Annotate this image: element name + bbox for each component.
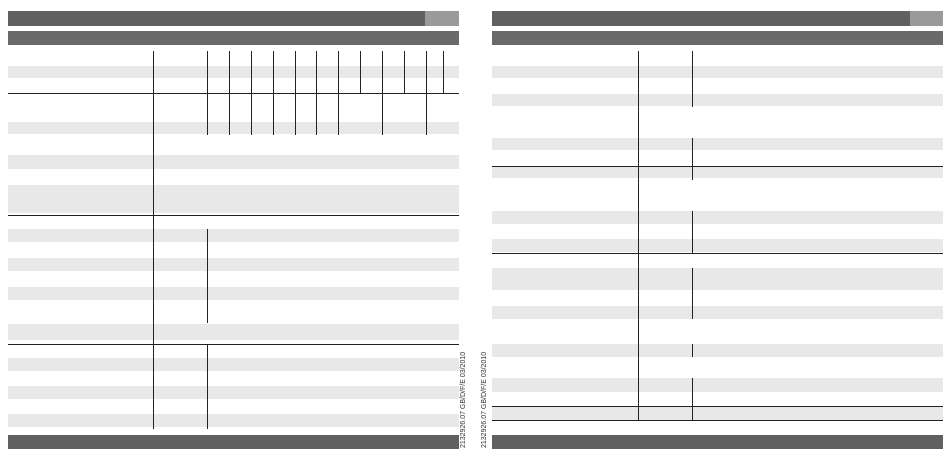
right-table-row — [492, 239, 943, 252]
left-grid-line — [382, 51, 383, 135]
left-section-rule — [8, 344, 459, 345]
left-table-row — [8, 414, 459, 427]
right-table-row — [492, 94, 943, 106]
left-table-row — [8, 258, 459, 271]
left-grid-line — [295, 51, 296, 135]
right-column-divider — [692, 344, 693, 357]
right-section-rule — [492, 253, 943, 254]
right-table-row — [492, 344, 943, 357]
left-column-divider — [153, 51, 154, 429]
right-section-rule — [492, 406, 943, 407]
left-section-rule — [8, 93, 459, 94]
left-table-row — [8, 185, 459, 213]
left-column-divider — [207, 229, 208, 323]
left-grid-line — [273, 51, 274, 135]
left-column-divider — [207, 51, 208, 135]
left-table-row — [8, 358, 459, 371]
left-table-row — [8, 66, 459, 78]
right-subheader-bar — [492, 31, 943, 45]
right-table-row — [492, 378, 943, 392]
right-section-rule — [492, 420, 943, 421]
left-grid-line — [338, 51, 339, 135]
left-grid-line — [426, 51, 427, 135]
right-column-divider — [638, 51, 639, 421]
right-column-divider — [692, 51, 693, 107]
left-subheader-bar — [8, 31, 459, 45]
left-grid-line — [443, 51, 444, 93]
right-column-divider — [692, 268, 693, 319]
right-table-row — [492, 268, 943, 290]
left-section-rule — [8, 215, 459, 216]
right-table-row — [492, 211, 943, 224]
right-table-row — [492, 306, 943, 319]
left-header-bar — [8, 11, 425, 26]
left-grid-line — [229, 51, 230, 135]
left-footer-code: 2132926.07 GB/D/F/E 03/2010 — [460, 351, 467, 448]
right-section-rule — [492, 166, 943, 167]
left-table-row — [8, 229, 459, 242]
left-table-row — [8, 287, 459, 300]
right-table-row — [492, 138, 943, 150]
left-grid-line — [251, 51, 252, 135]
left-grid-line — [360, 51, 361, 93]
right-column-divider — [692, 138, 693, 180]
left-column-divider — [207, 345, 208, 429]
right-footer-code: 2132926.07 GB/D/F/E 03/2010 — [481, 351, 488, 448]
right-table-row — [492, 66, 943, 78]
left-footer-bar — [8, 435, 459, 449]
right-footer-bar — [492, 435, 943, 449]
left-header-tab — [425, 11, 459, 26]
right-column-divider — [692, 378, 693, 421]
right-column-divider — [692, 211, 693, 253]
left-table-row — [8, 155, 459, 169]
right-header-bar — [492, 11, 910, 26]
right-table-row — [492, 166, 943, 178]
left-grid-line — [404, 51, 405, 93]
left-grid-line — [316, 51, 317, 135]
left-table-row — [8, 324, 459, 340]
left-table-row — [8, 122, 459, 134]
right-table-row — [492, 407, 943, 420]
left-table-row — [8, 386, 459, 399]
right-header-tab — [910, 11, 943, 26]
